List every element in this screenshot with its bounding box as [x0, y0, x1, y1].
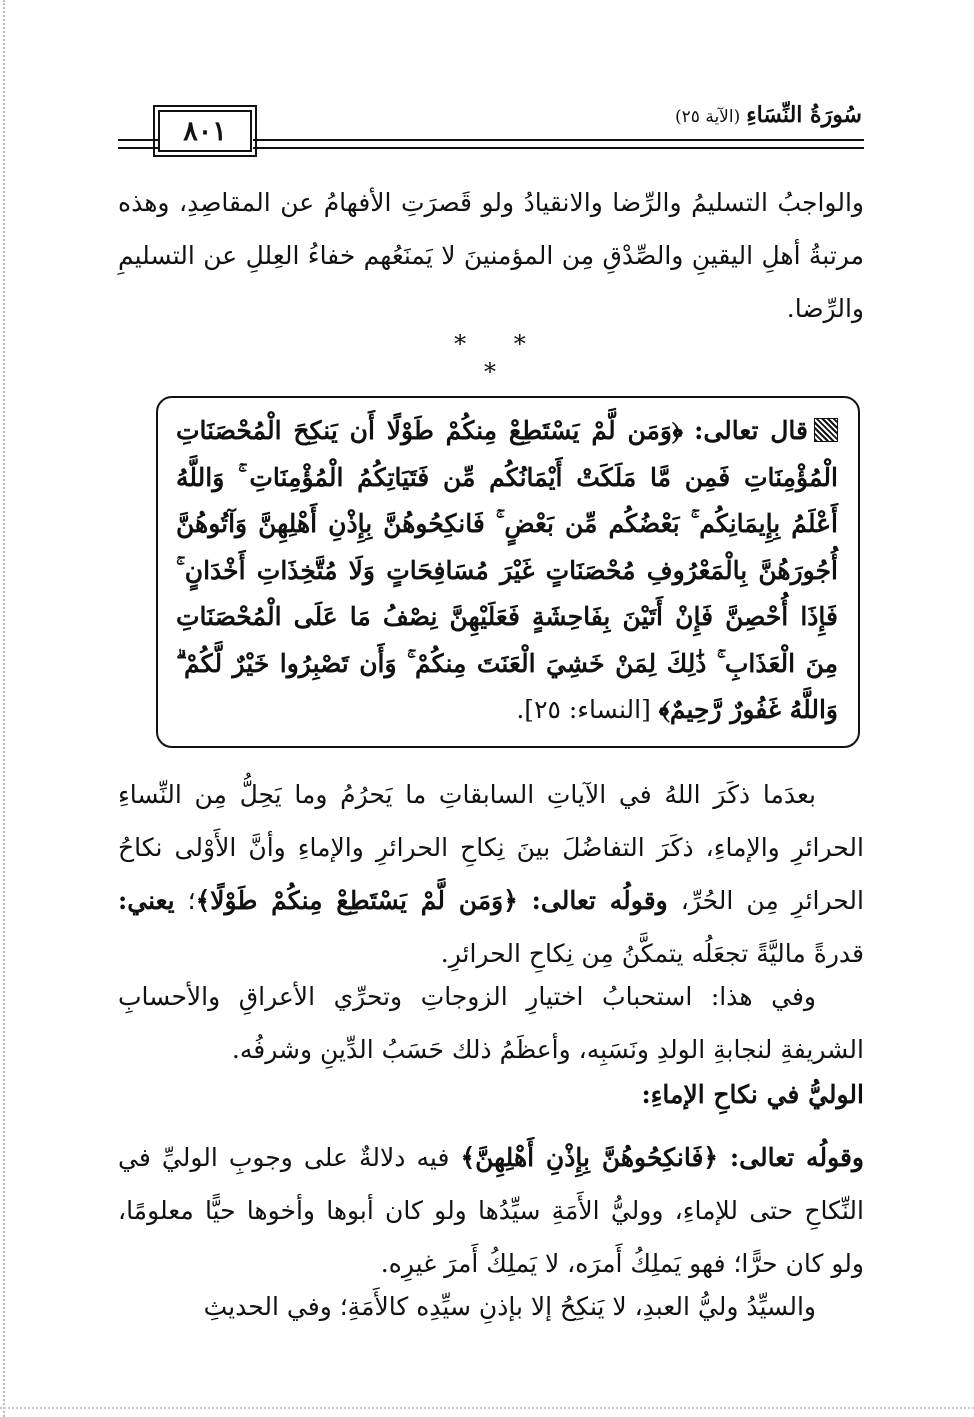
- section-heading: الوليُّ في نكاحِ الإماءِ:: [641, 1080, 864, 1109]
- ayah-reference: (الآية ٢٥): [675, 107, 741, 127]
- surah-name: سُورَةُ النِّسَاءِ: [746, 102, 862, 128]
- p4-text: فيه دلالةٌ على وجوبِ الوليِّ في النِّكاحِ حتى للإماءِ، ووليُّ الأَمَةِ سيِّدُها ولو كان أبوها وأخوها حيًّا معلومًا، ولو كان حرًّا؛ فهو يَملِكُ أَمرَه، لا يَملِكُ أَمرَ غيرِه.: [118, 1143, 864, 1278]
- ornament-icon: [814, 418, 838, 442]
- page-number: [158, 110, 252, 152]
- header-rule-left: [118, 139, 158, 149]
- surah-title: [675, 102, 862, 128]
- p2-text-1: بعدَما ذكَرَ اللهُ في الآياتِ السابقاتِ ما يَحرُمُ وما يَحِلُّ مِن النِّساءِ الحرائرِ والإماءِ، ذكَرَ التفاضُلَ بينَ نِكاحِ الحرائرِ والإماءِ وأنَّ الأَوْلى نكاحُ الحرائرِ مِن الحُرِّ،: [118, 780, 864, 915]
- page-header: [118, 102, 864, 157]
- verse-citation: [النساء: ٢٥].: [516, 695, 651, 724]
- page-edge-dots: [3, 0, 7, 1417]
- paragraph-benefit: وفي هذا: استحبابُ اختيارِ الزوجاتِ وتحرِّي الأعراقِ والأحسابِ الشريفةِ لنجابةِ الولدِ ونَسَبِه، وأعظَمُ ذلك حَسَبُ الدِّينِ وشرفُه.: [118, 982, 864, 1064]
- page-number-text: ٨٠١: [183, 115, 227, 147]
- p2-yani: يعني:: [118, 886, 175, 915]
- p2-text-2: ؛: [174, 886, 196, 915]
- paragraph-master: والسيِّدُ وليُّ العبدِ، لا يَنكِحُ إلا بإذنِ سيِّدِه كالأَمَةِ؛ وفي الحديثِ: [203, 1292, 816, 1321]
- page-bottom-dots: [0, 1407, 974, 1409]
- p2-text-3: قدرةً ماليَّةً تجعَلُه يتمكَّنُ مِن نِكاحِ الحرائرِ.: [440, 939, 864, 968]
- separator-stars: * * *: [454, 330, 546, 386]
- p2-quote: وقولُه تعالى: ﴿وَمَن لَّمْ يَسْتَطِعْ مِنكُمْ طَوْلًا﴾: [195, 886, 668, 915]
- paragraph-guardian: [118, 1131, 864, 1290]
- header-rule: [253, 139, 864, 149]
- paragraph-context: [118, 768, 864, 980]
- intro-paragraph: والواجبُ التسليمُ والرِّضا والانقيادُ ولو قَصرَتِ الأفهامُ عن المقاصِدِ، وهذه مرتبةُ أهلِ اليقينِ والصِّدْقِ مِن المؤمنينَ لا يَمنَعُهم خفاءُ العِللِ عن التسليمِ والرِّضا.: [118, 188, 864, 323]
- verse-box: [156, 396, 860, 748]
- verse-intro: قال تعالى:: [694, 416, 808, 445]
- p4-quote: وقولُه تعالى: ﴿فَانكِحُوهُنَّ بِإِذْنِ أَهْلِهِنَّ﴾: [460, 1143, 865, 1172]
- quran-verse: ﴿وَمَن لَّمْ يَسْتَطِعْ مِنكُمْ طَوْلًا أَن يَنكِحَ الْمُحْصَنَاتِ الْمُؤْمِنَاتِ فَمِن مَّا مَلَكَتْ أَيْمَانُكُم مِّن فَتَيَاتِكُمُ الْمُؤْمِنَاتِ ۚ وَاللَّهُ أَعْلَمُ بِإِيمَانِكُم ۚ بَعْضُكُم مِّن بَعْضٍ ۚ فَانكِحُوهُنَّ بِإِذْنِ أَهْلِهِنَّ وَآتُوهُنَّ أُجُورَهُنَّ بِالْمَعْرُوفِ مُحْصَنَاتٍ غَيْرَ مُسَافِحَاتٍ وَلَا مُتَّخِذَاتِ أَخْدَانٍ ۚ فَإِذَا أُحْصِنَّ فَإِنْ أَتَيْنَ بِفَاحِشَةٍ فَعَلَيْهِنَّ نِصْفُ مَا عَلَى الْمُحْصَنَاتِ مِنَ الْعَذَابِ ۚ ذَٰلِكَ لِمَنْ خَشِيَ الْعَنَتَ مِنكُمْ ۚ وَأَن تَصْبِرُوا خَيْرٌ لَّكُمْ ۗ وَاللَّهُ غَفُورٌ رَّحِيمٌ﴾: [176, 416, 838, 724]
